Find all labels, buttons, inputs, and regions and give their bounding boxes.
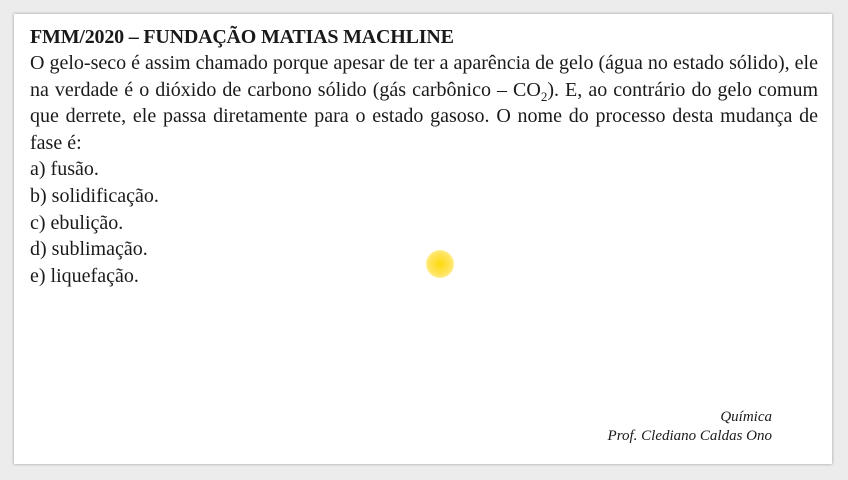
co2-subscript: 2 [540, 88, 548, 104]
question-title: FMM/2020 – FUNDAÇÃO MATIAS MACHLINE [30, 26, 454, 48]
cursor-highlight-icon [426, 250, 454, 278]
question-block [30, 24, 818, 289]
question-statement [30, 50, 818, 156]
option-b: b) solidificação. [30, 184, 159, 207]
teacher-name: Prof. Clediano Caldas Ono [607, 428, 772, 444]
option-d: d) sublimação. [30, 238, 148, 261]
answer-options [30, 156, 818, 289]
slide [14, 14, 832, 464]
option-c: c) ebulição. [30, 211, 124, 234]
statement-text-2: ). E, ao contrário do gelo comum que derrete, ele passa diretamente para o estado gasoso. O nome do processo desta mudança de fase é: [30, 78, 819, 154]
option-a: a) fusão. [30, 158, 99, 181]
statement-text-1: O gelo-seco é assim chamado porque apesar de ter a aparência de gelo (água no estado sólido), ele na verdade é o dióxido de carbono sólido (gás carbônico – CO [30, 52, 818, 101]
subject-label: Química [720, 409, 772, 425]
footer-credits [608, 408, 772, 446]
option-e: e) liquefação. [30, 264, 139, 287]
